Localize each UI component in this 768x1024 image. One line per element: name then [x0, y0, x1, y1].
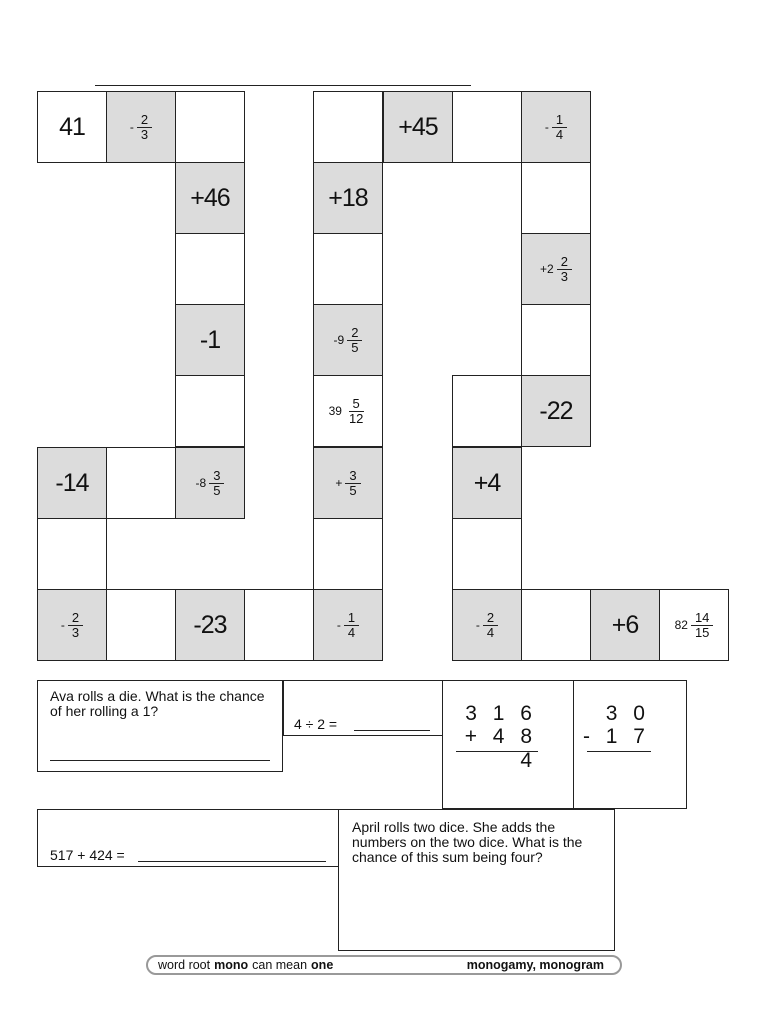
- question-5-answer-line[interactable]: [138, 861, 326, 862]
- word-root: mono: [214, 958, 249, 972]
- fraction-whole: -: [129, 120, 134, 134]
- fraction-denominator: 5: [213, 482, 221, 498]
- subtraction-top: 3 0: [605, 702, 650, 725]
- maze-cell-r6c7: [452, 447, 522, 519]
- question-5-box: [37, 809, 339, 867]
- maze-cell-r6c3: [175, 447, 245, 519]
- maze-cell-r5c3: [175, 375, 245, 447]
- maze-value: +46: [190, 183, 230, 212]
- maze-cell-r8c10: [659, 589, 729, 661]
- fraction-denominator: 4: [486, 624, 495, 640]
- maze-cell-r8c3: [175, 589, 245, 661]
- maze-value: -22: [539, 396, 573, 425]
- maze-cell-r5c7: [452, 375, 522, 447]
- maze-fraction: [675, 611, 714, 639]
- maze-cell-r7c1: [37, 518, 107, 590]
- fraction-denominator: 5: [349, 482, 357, 498]
- question-6-box: [338, 809, 615, 951]
- maze-fraction: [334, 326, 363, 354]
- fraction-numerator: 2: [483, 611, 498, 626]
- word-root-middle: can mean: [252, 958, 308, 972]
- fraction-whole: -9: [333, 333, 345, 347]
- question-2-answer-line[interactable]: [354, 730, 430, 731]
- subtraction-bottom: - 1 7: [582, 725, 650, 748]
- maze-cell-r6c5: [313, 447, 383, 519]
- maze-cell-r1c1: [37, 91, 107, 163]
- maze-cell-r6c2: [106, 447, 176, 519]
- fraction-whole: -: [60, 618, 65, 632]
- maze-value: +6: [611, 610, 639, 639]
- question-2-text: 4 ÷ 2 =: [294, 716, 338, 732]
- fraction-numerator: 1: [344, 611, 359, 626]
- maze-fraction: [540, 255, 572, 283]
- fraction-denominator: 12: [348, 410, 364, 426]
- question-1-text: Ava rolls a die. What is the chance of her rolling a 1?: [50, 688, 265, 719]
- question-1-answer-line[interactable]: [50, 760, 270, 761]
- fraction-denominator: 5: [351, 339, 359, 355]
- maze-cell-r1c8: [521, 91, 591, 163]
- maze-cell-r4c8: [521, 304, 591, 376]
- maze-value: -1: [199, 325, 221, 354]
- fraction-whole: 82: [674, 618, 688, 632]
- fraction-numerator: 2: [68, 611, 83, 626]
- maze-fraction: [337, 611, 359, 639]
- fraction-denominator: 4: [347, 624, 356, 640]
- maze-value: -23: [193, 610, 227, 639]
- maze-cell-r3c3: [175, 233, 245, 305]
- maze-fraction: [196, 469, 225, 497]
- maze-value: 41: [59, 112, 85, 141]
- maze-fraction: [335, 469, 360, 497]
- maze-fraction: [130, 113, 152, 141]
- question-5-text: 517 + 424 =: [50, 847, 125, 863]
- maze-cell-r8c2: [106, 589, 176, 661]
- fraction-numerator: 2: [347, 326, 362, 341]
- fraction-whole: +: [335, 476, 343, 490]
- subtraction-answer-line[interactable]: [587, 751, 651, 752]
- maze-cell-r8c1: [37, 589, 107, 661]
- addition-top: 3 1 6: [465, 702, 537, 725]
- fraction-denominator: 3: [140, 126, 149, 142]
- maze-fraction: [61, 611, 83, 639]
- fraction-denominator: 4: [555, 126, 564, 142]
- addition-answer-line[interactable]: [456, 751, 538, 752]
- maze-cell-r1c6: [383, 91, 453, 163]
- fraction-denominator: 15: [694, 624, 710, 640]
- maze-cell-r7c5: [313, 518, 383, 590]
- maze-fraction: [476, 611, 498, 639]
- question-1-box: [37, 680, 283, 772]
- maze-value: +45: [398, 112, 438, 141]
- fraction-denominator: 3: [71, 624, 80, 640]
- fraction-denominator: 3: [560, 268, 568, 284]
- fraction-numerator: 1: [552, 113, 567, 128]
- maze-fraction: [545, 113, 567, 141]
- fraction-whole: 39: [328, 404, 342, 418]
- maze-cell-r3c5: [313, 233, 383, 305]
- fraction-whole: -: [475, 618, 480, 632]
- maze-cell-r7c7: [452, 518, 522, 590]
- maze-cell-r8c5: [313, 589, 383, 661]
- word-root-examples: monogamy, monogram: [466, 958, 604, 972]
- fraction-whole: +2: [540, 262, 554, 276]
- fraction-numerator: 5: [349, 397, 364, 412]
- fraction-numerator: 2: [557, 255, 572, 270]
- word-root-prefix: word root: [158, 958, 211, 972]
- fraction-whole: -: [544, 120, 549, 134]
- word-root-meaning: one: [311, 958, 334, 972]
- maze-value: +4: [473, 468, 501, 497]
- maze-cell-r8c4: [244, 589, 314, 661]
- fraction-whole: -: [336, 618, 341, 632]
- maze-cell-r6c1: [37, 447, 107, 519]
- maze-cell-r5c8: [521, 375, 591, 447]
- question-3-box: [442, 680, 574, 809]
- maze-cell-r1c7: [452, 91, 522, 163]
- maze-value: -14: [55, 468, 89, 497]
- fraction-whole: -8: [195, 476, 207, 490]
- maze-cell-r8c9: [590, 589, 660, 661]
- maze-cell-r2c3: [175, 162, 245, 234]
- question-6-text: April rolls two dice. She adds the numbers on the two dice. What is the chance of this sum being four?: [352, 819, 583, 865]
- maze-cell-r3c8: [521, 233, 591, 305]
- question-4-box: [573, 680, 687, 809]
- fraction-numerator: 3: [345, 469, 360, 484]
- maze-cell-r8c7: [452, 589, 522, 661]
- fraction-numerator: 2: [137, 113, 152, 128]
- maze-cell-r2c8: [521, 162, 591, 234]
- fraction-numerator: 14: [691, 611, 713, 626]
- maze-cell-r4c3: [175, 304, 245, 376]
- maze-cell-r1c2: [106, 91, 176, 163]
- maze-value: +18: [328, 183, 368, 212]
- word-root-banner: [146, 955, 622, 975]
- maze-cell-r8c8: [521, 589, 591, 661]
- question-2-box: [283, 680, 443, 736]
- fraction-numerator: 3: [209, 469, 224, 484]
- maze-cell-r2c5: [313, 162, 383, 234]
- maze-cell-r5c5: [313, 375, 383, 447]
- maze-cell-r1c3: [175, 91, 245, 163]
- maze-cell-r4c5: [313, 304, 383, 376]
- maze-cell-r1c5: [313, 91, 383, 163]
- maze-fraction: [329, 397, 368, 425]
- addition-bottom: + 4 8 4: [464, 725, 537, 772]
